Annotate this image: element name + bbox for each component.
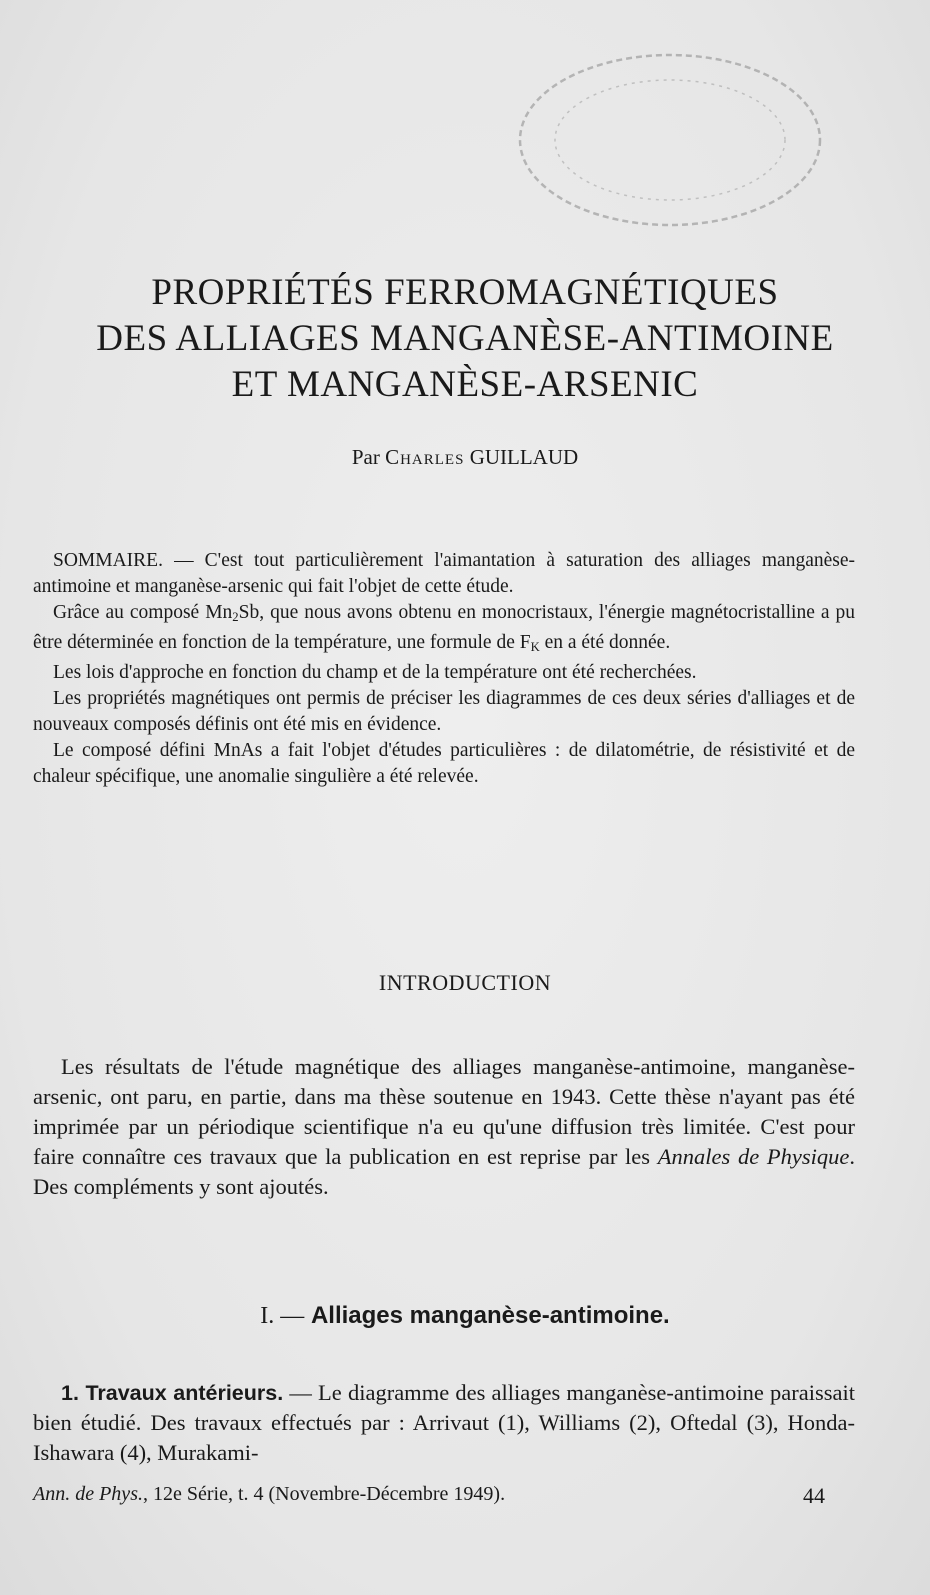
title-line-3: ET MANGANÈSE-ARSENIC (231, 364, 699, 405)
intro-text-b: . Des compléments y sont ajoutés. (33, 1144, 856, 1199)
section-paragraph (33, 1378, 855, 1468)
intro-journal-name: Annales de Physique (657, 1144, 850, 1169)
footer-journal-abbr: Ann. de Phys. (33, 1483, 143, 1505)
page-footer (33, 1483, 855, 1509)
summary-block (33, 548, 855, 790)
intro-text (33, 1052, 855, 1202)
summary-paragraph-3: Les lois d'approche en fonction du champ et de la température ont été recherchées. (53, 662, 697, 683)
summary-p2-b: Sb, que nous avons obtenu en monocristaux, l'énergie magnétocristalline a pu être déterminée en fonction de la température, une formule de F (33, 602, 855, 653)
summary-p2-a: Grâce au composé Mn (53, 602, 233, 623)
summary-paragraph-1: SOMMAIRE. — C'est tout particulièrement l'aimantation à saturation des alliages manganèse-antimoine et manganèse-arsenic qui fait l'objet de cette étude. (33, 550, 855, 597)
section-heading (60, 1302, 870, 1330)
summary-p2-c: en a été donnée. (539, 632, 671, 653)
article-title (60, 270, 870, 408)
subsection-heading: 1. Travaux antérieurs. (61, 1381, 284, 1405)
footer-series: , 12e Série, t. 4 (Novembre-Décembre 1949). (142, 1483, 506, 1505)
author-prefix: Par (351, 445, 380, 469)
title-line-2: DES ALLIAGES MANGANÈSE-ANTIMOINE (96, 318, 834, 359)
section-number: I. — (260, 1303, 305, 1329)
section-title: Alliages manganèse-antimoine. (310, 1302, 670, 1329)
summary-paragraph-4: Les propriétés magnétiques ont permis de préciser les diagrammes de ces deux séries d'alliages et de nouveaux composés définis ont été mis en évidence. (33, 688, 855, 735)
subsection-text: — Le diagramme des alliages manganèse-antimoine paraissait bien étudié. Des travaux effectués par : Arrivaut (1), Williams (2), Oftedal (3), Honda-Ishawara (4), Murakami- (33, 1380, 855, 1465)
author-first-name: Charles (385, 445, 465, 469)
library-stamp-icon (505, 40, 835, 240)
summary-paragraph-5: Le composé défini MnAs a fait l'objet d'études particulières : de dilatométrie, de résistivité et de chaleur spécifique, une anomalie singulière a été relevée. (33, 740, 855, 787)
section-paragraph-text (33, 1378, 855, 1468)
intro-text-a: Les résultats de l'étude magnétique des alliages manganèse-antimoine, manganèse-arsenic, ont paru, en partie, dans ma thèse soutenue en 1943. Cette thèse n'ayant pas été imprimée par un périodique scientifique n'a eu qu'une diffusion très limitée. C'est pour faire connaître ces travaux que la publication en est reprise par les (33, 1054, 855, 1169)
title-line-1: PROPRIÉTÉS FERROMAGNÉTIQUES (151, 272, 779, 313)
author-last-name: GUILLAUD (469, 445, 579, 469)
footer-citation (33, 1483, 505, 1509)
summary-p2-sub2: K (530, 640, 540, 654)
page-number: 44 (803, 1483, 825, 1508)
summary-paragraph-2 (33, 600, 855, 660)
author-line (60, 445, 870, 470)
introduction-heading: INTRODUCTION (378, 970, 552, 995)
summary-p2-sub: 2 (232, 610, 239, 624)
introduction-paragraph (33, 1052, 855, 1202)
